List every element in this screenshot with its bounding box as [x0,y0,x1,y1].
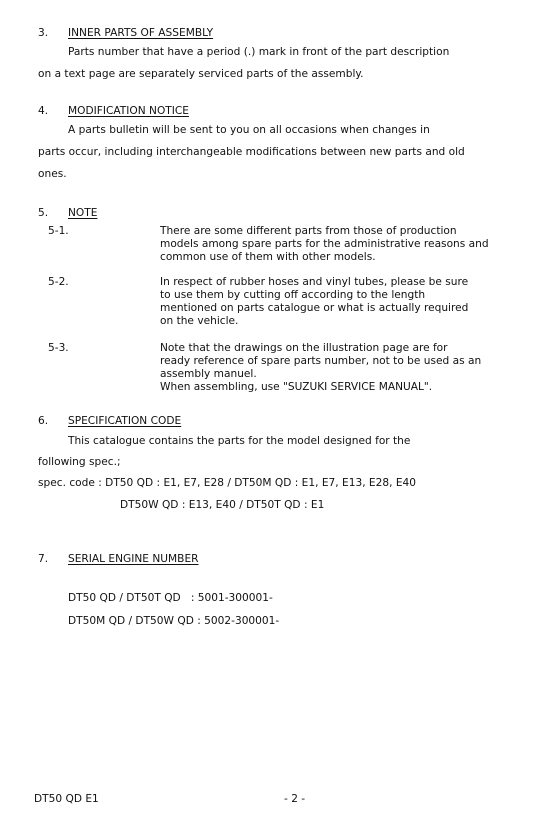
section-3-line-2: on a text page are separately serviced parts of the assembly. [38,68,364,80]
note-5-1-number: 5-1. [48,225,69,237]
note-5-3-line-3: assembly manuel. [160,368,257,380]
section-6-number: 6. [38,415,49,427]
section-4-number: 4. [38,105,49,117]
footer-model-code: DT50 QD E1 [34,793,99,805]
serial-number-line-2: DT50M QD / DT50W QD : 5002-300001- [68,615,280,627]
section-5-heading: NOTE [68,207,98,219]
section-6-line-1: This catalogue contains the parts for the model designed for the [68,435,411,447]
section-4-line-3: ones. [38,168,67,180]
note-5-2-line-4: on the vehicle. [160,315,239,327]
note-5-3-number: 5-3. [48,342,69,354]
serial-number-line-1: DT50 QD / DT50T QD : 5001-300001- [68,592,273,604]
section-6-heading: SPECIFICATION CODE [68,415,182,427]
section-7-number: 7. [38,553,49,565]
section-3-heading: INNER PARTS OF ASSEMBLY [68,27,214,39]
note-5-2-line-1: In respect of rubber hoses and vinyl tubes, please be sure [160,276,469,288]
section-7-heading: SERIAL ENGINE NUMBER [68,553,199,565]
page-number: - 2 - [284,793,306,805]
section-6-line-2: following spec.; [38,456,121,468]
note-5-3-line-2: ready reference of spare parts number, not to be used as an [160,355,482,367]
note-5-1-line-3: common use of them with other models. [160,251,376,263]
section-3-line-1: Parts number that have a period (.) mark in front of the part description [68,46,450,58]
section-4-line-2: parts occur, including interchangeable modifications between new parts and old [38,146,465,158]
section-6-spec-code: spec. code : DT50 QD : E1, E7, E28 / DT50M QD : E1, E7, E13, E28, E40 [38,477,417,489]
note-5-3-line-4: When assembling, use "SUZUKI SERVICE MANUAL". [160,381,433,393]
note-5-2-number: 5-2. [48,276,69,288]
note-5-2-line-3: mentioned on parts catalogue or what is actually required [160,302,469,314]
note-5-1-line-1: There are some different parts from those of production [160,225,457,237]
section-6-spec-code-cont: DT50W QD : E13, E40 / DT50T QD : E1 [120,499,325,511]
note-5-3-line-1: Note that the drawings on the illustration page are for [160,342,448,354]
section-4-heading: MODIFICATION NOTICE [68,105,189,117]
note-5-1-line-2: models among spare parts for the administrative reasons and [160,238,489,250]
note-5-2-line-2: to use them by cutting off according to the length [160,289,426,301]
section-4-line-1: A parts bulletin will be sent to you on all occasions when changes in [68,124,430,136]
section-3-number: 3. [38,27,49,39]
section-5-number: 5. [38,207,49,219]
